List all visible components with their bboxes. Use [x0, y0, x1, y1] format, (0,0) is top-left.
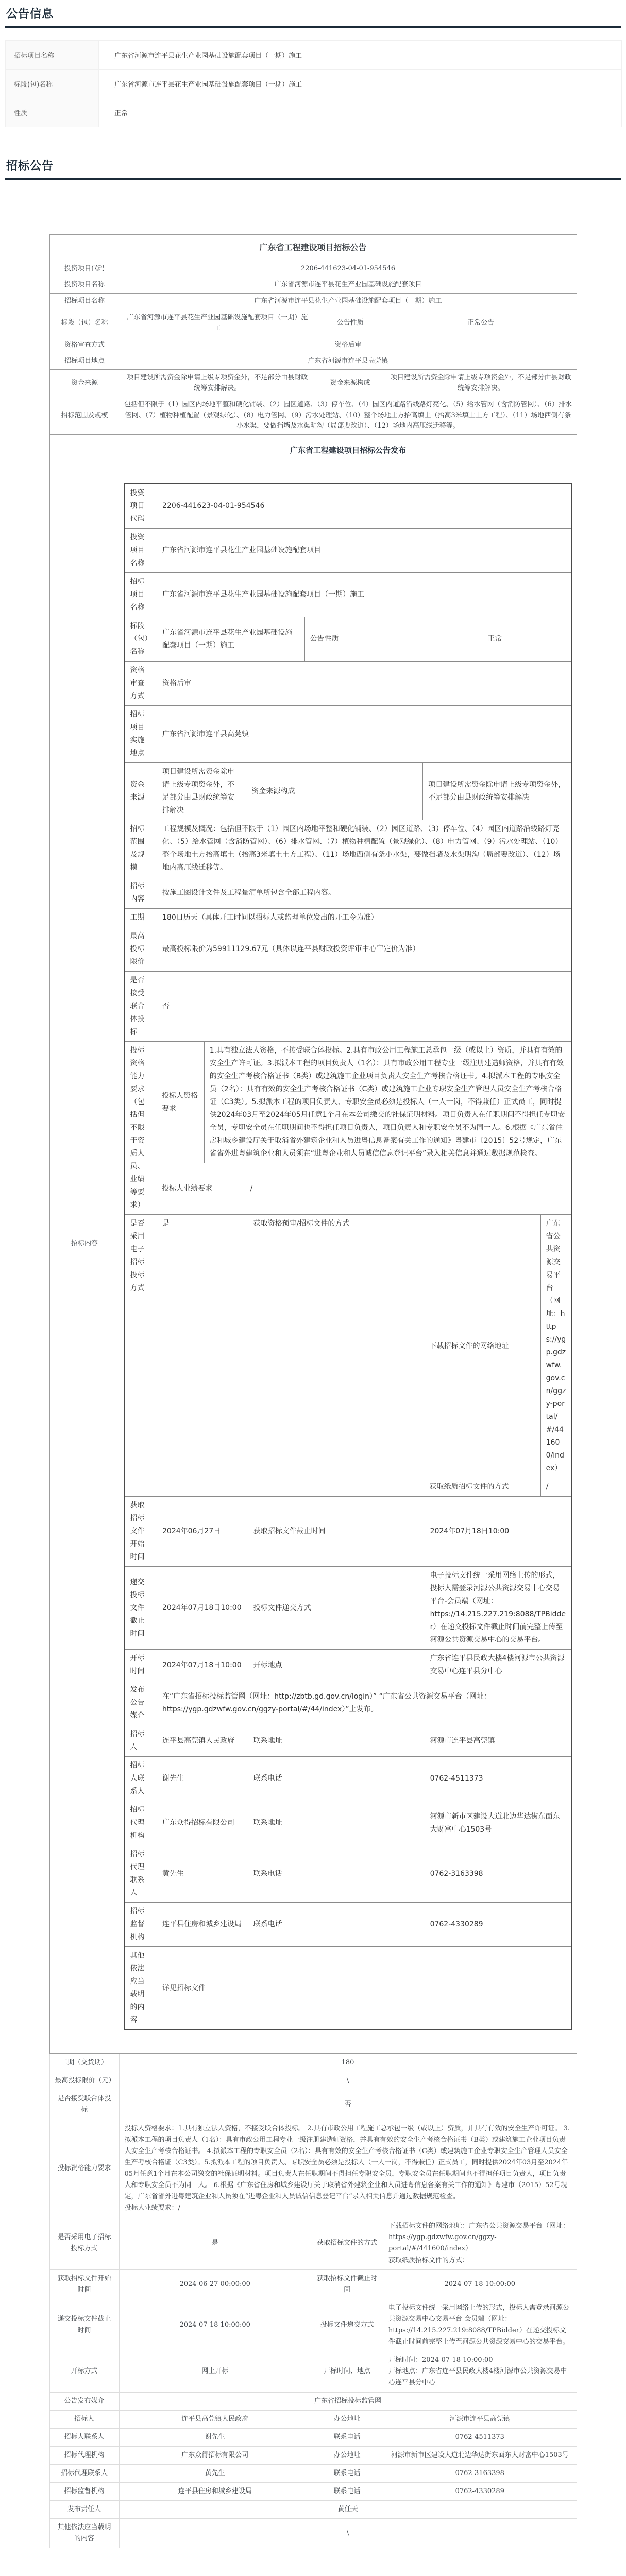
table-row: [49, 235, 577, 261]
c-value-doc-start-time: 2024-06-27 00:00:00: [119, 2269, 311, 2299]
n-value-electronic-bidding: 是: [157, 1215, 248, 1496]
c-value-doc-deadline: 2024-07-18 10:00:00: [383, 2269, 577, 2299]
table-row: [125, 1845, 571, 1902]
table-row: [125, 1946, 571, 2029]
n-value-max-price: 最高投标限价为59911129.67元（具体以连平县财政投资评审中心审定价为准）: [157, 927, 571, 971]
label-tender-name: 招标项目名称: [49, 294, 120, 310]
n-label-tenderer-contact: 招标人联系人: [130, 1761, 145, 1796]
table-row: [49, 2299, 577, 2351]
table-row: [125, 1756, 571, 1801]
c-value-agency-contact: 黄先生: [119, 2464, 311, 2482]
n-value-scope: 工程规模及概况：包括但不限于（1）园区内场地平整和硬化铺装、（2）园区道路、（3）停车位、（4）园区内道路沿线路灯亮化、（5）给水管网（含消防管网）、（6）排水管网、（7）植物种植配置（景观绿化）、（8）电力管网、（9）污水处理站、（10）整个场地土方抬高填土（抬高3米填土土方工程）、（11）场地西侧有条小水渠，要做挡墙及水渠明沟（局部要改道）、（12）场地内高压线迁移等。: [157, 820, 571, 877]
table-row: [125, 1496, 571, 1566]
tender-announcement-section: [5, 152, 621, 180]
label-project-place: 招标项目地点: [49, 353, 120, 370]
n-label-qualification-review: 资格审查方式: [130, 666, 145, 701]
table-row: [49, 2351, 577, 2392]
label-invest-code: 投资项目代码: [49, 261, 120, 277]
n-value-tender-content: 按施工图设计文件及工程量清单所包含全部工程内容。: [157, 877, 571, 908]
n-label-project-place: 招标项目实施地点: [130, 710, 145, 758]
announcement-table: [49, 234, 577, 2054]
table-row: [125, 528, 571, 572]
c-label-submit-method: 投标文件递交方式: [311, 2299, 383, 2351]
n-label-other-content: 其他依法应当载明的内容: [130, 1952, 145, 2025]
n-value-download-url: 广东省公共资源交易平台（网址：https://ygp.gdzwfw.gov.cn/ggzy-portal/#/441600/index）: [540, 1215, 571, 1478]
announcement-title: 广东省工程建设项目招标公告: [49, 235, 577, 261]
n-value-tender-name: 广东省河源市连平县花生产业园基础设施配套项目（一期）施工: [157, 573, 571, 617]
table-row: [49, 353, 577, 370]
n-value-paper-doc-method: /: [540, 1478, 571, 1496]
c-value-publisher: 黄任天: [119, 2501, 577, 2519]
n-label-submit-method: 投标文件递交方式: [248, 1567, 425, 1649]
info-table: [5, 40, 622, 127]
label-notice-nature: 公告性质: [315, 310, 385, 337]
c-label-duration: 工期（交货期）: [49, 2054, 119, 2072]
table-row: [125, 1649, 571, 1681]
value-tender-name: 广东省河源市连平县花生产业园基础设施配套项目（一期）施工: [120, 294, 577, 310]
n-value-doc-deadline: 2024年07月18日10:00: [425, 1497, 571, 1566]
table-row: [125, 661, 571, 705]
table-row: [49, 294, 577, 310]
table-row: [49, 2464, 577, 2482]
c-label-agency-contact: 招标代理联系人: [49, 2464, 119, 2482]
c-label-agency: 招标代理机构: [49, 2446, 119, 2464]
section-divider-bar: [5, 26, 621, 28]
value-scope: 包括但不限于（1）园区内场地平整和硬化铺装、（2）园区道路、（3）停车位、（4）园区内道路沿线路灯亮化、（5）给水管网（含消防管网）、（6）排水管网、（7）植物种植配置（景观绿化）、（8）电力管网、（9）污水处理站、（10）整个场地土方抬高填土（抬高3米填土土方工程）、（11）场地西侧有条小水渠，要做挡墙及水渠明沟（局部要改道）、（12）场地内高压线迁移等。: [120, 397, 577, 434]
nested-announcement-table: [124, 483, 572, 2030]
performance-text: 投标人业绩要求：/: [124, 2204, 180, 2212]
table-row: [49, 277, 577, 294]
summary-field-table: [49, 2054, 577, 2548]
c-value-electronic-bidding: 是: [119, 2217, 311, 2269]
n-label-duration: 工期: [130, 913, 145, 922]
n-value-agency-phone: 0762-3163398: [425, 1845, 571, 1902]
c-label-agency-phone: 联系电话: [311, 2464, 383, 2482]
n-value-supervisor: 连平县住房和城乡建设局: [157, 1903, 248, 1946]
table-row: [49, 2501, 577, 2519]
n-value-section-name: 广东省河源市连平县花生产业园基础设施配套项目（一期）施工: [157, 617, 304, 661]
info-label-section-name: 标段(包)名称: [6, 70, 99, 98]
c-value-agency-address: 河源市新市区建设大道北边华达街东面东大财富中心1503号: [383, 2446, 577, 2464]
table-row: [49, 2054, 577, 2072]
n-label-doc-start-time: 获取招标文件开始时间: [130, 1501, 145, 1562]
n-label-joint-bid: 是否接受联合体投标: [130, 976, 145, 1037]
c-value-open-method: 网上开标: [119, 2351, 311, 2392]
table-row: [125, 572, 571, 617]
value-section-name: 广东省河源市连平县花生产业园基础设施配套项目（一期）施工: [120, 310, 315, 337]
table-row: [49, 2217, 577, 2269]
announcement-info-section: [5, 0, 621, 28]
table-row: [6, 70, 622, 98]
n-label-agency-address: 联系地址: [248, 1801, 425, 1845]
value-project-place: 广东省河源市连平县高莞镇: [120, 353, 577, 370]
c-label-other-content: 其他依法应当载明的内容: [49, 2519, 119, 2548]
table-row: [125, 877, 571, 908]
n-label-publish-media: 发布公告媒介: [130, 1686, 145, 1720]
value-invest-code: 2206-441623-04-01-954546: [120, 261, 577, 277]
table-row: [6, 41, 622, 70]
info-label-nature: 性质: [6, 98, 99, 127]
label-section-name: 标段（包）名称: [49, 310, 120, 337]
n-label-invest-code: 投资项目代码: [130, 489, 145, 523]
table-row: [125, 971, 571, 1041]
n-value-bidder-qual-req: 1.具有独立法人资格，不接受联合体投标。2.具有市政公用工程施工总承包一级（或以上）资质，并具有有效的安全生产许可证。3.拟派本工程的项目负责人（1名）：具有市政公用工程专业一级注册建造师资格，并具有有效的安全生产考核合格证书（B类）或建筑施工企业项目负责人安全生产考核合格证书。4.拟派本工程的专职安全员（2名）：具有有效的安全生产考核合格证书（C类）或建筑施工企业专职安全生产管理人员安全生产考核合格证（C3类）。5.拟派本工程的项目负责人、专职安全员必须是投标人（一人一岗，不得兼任）正式员工，同时提供2024年03月至2024年05月任意1个月在本公司缴交的社保证明材料。项目负责人在任职期间不得担任专职安全员，专职安全员在任职期间也不得担任项目负责人，项目负责人和专职安全员不为同一人。6.根据《广东省住房和城乡建设厅关于取消省外建筑企业和人员进粤信息备案有关工作的通知》粤建市〔2015〕52号规定，广东省省外进粤建筑企业和人员须在“进粤企业和人员诚信信息登记平台”录入相关信息并通过数据规范检查。: [204, 1042, 571, 1163]
n-value-invest-name: 广东省河源市连平县花生产业园基础设施配套项目: [157, 529, 571, 572]
table-row: [49, 2519, 577, 2548]
value-invest-name: 广东省河源市连平县花生产业园基础设施配套项目: [120, 277, 577, 294]
c-label-tenderer-phone: 联系电话: [311, 2428, 383, 2446]
n-label-agency-contact: 招标代理联系人: [130, 1850, 145, 1897]
c-label-publisher: 发布责任人: [49, 2501, 119, 2519]
n-value-publish-media: 在“广东省招标投标监管网（网址：http://zbtb.gd.gov.cn/login）” “广东省公共资源交易平台（网址：https://ygp.gdzwfw.gov.cn/ggzy-portal/#/44/index）”上发布。: [157, 1681, 571, 1725]
c-value-tenderer-phone: 0762-4511373: [383, 2428, 577, 2446]
c-label-supervisor: 招标监督机构: [49, 2482, 119, 2500]
n-label-fund-composition: 资金来源构成: [246, 763, 422, 820]
table-row: [425, 1478, 571, 1496]
n-value-bidder-performance-req: /: [245, 1163, 571, 1214]
nested-announcement-title: 广东省工程建设项目招标公告发布: [290, 446, 407, 455]
n-value-notice-nature: 正常: [482, 617, 571, 661]
c-value-agency: 广东众得招标有限公司: [119, 2446, 311, 2464]
section-title-info: 公告信息: [6, 8, 54, 21]
n-value-fund-source: 项目建设所需资金除申请上级专项资金外，不足部分由县财政统筹安排解决: [157, 763, 246, 820]
n-value-agency: 广东众得招标有限公司: [157, 1801, 248, 1845]
table-row: [49, 2410, 577, 2428]
table-row: [125, 1801, 571, 1845]
download-block: [425, 1215, 571, 1496]
n-value-joint-bid: 否: [157, 972, 571, 1041]
c-label-submit-deadline: 递交投标文件截止时间: [49, 2299, 119, 2351]
table-row: [125, 820, 571, 877]
table-row: [49, 397, 577, 434]
n-value-open-time: 2024年07月18日10:00: [157, 1650, 248, 1681]
table-row: [125, 927, 571, 971]
c-label-tenderer-contact: 招标人联系人: [49, 2428, 119, 2446]
label-qualification-review: 资格审查方式: [49, 337, 120, 353]
n-label-invest-name: 投资项目名称: [130, 533, 145, 568]
table-row: [49, 337, 577, 353]
table-row: [49, 2072, 577, 2090]
c-value-office-address: 河源市连平县高莞镇: [383, 2410, 577, 2428]
n-value-tenderer-phone: 0762-4511373: [425, 1757, 571, 1801]
c-value-agency-phone: 0762-3163398: [383, 2464, 577, 2482]
table-row: [157, 1163, 571, 1214]
c-label-doc-deadline: 获取招标文件截止时间: [311, 2269, 383, 2299]
table-row: [125, 908, 571, 927]
label-scope: 招标范围及规模: [49, 397, 120, 434]
c-label-publish-media: 公告发布媒介: [49, 2392, 119, 2410]
n-label-tenderer-address: 联系地址: [248, 1725, 425, 1756]
n-label-tenderer: 招标人: [130, 1730, 145, 1752]
c-value-submit-deadline: 2024-07-18 10:00:00: [119, 2299, 311, 2351]
info-value-nature: 正常: [99, 98, 622, 127]
n-label-agency: 招标代理机构: [130, 1806, 145, 1840]
c-label-electronic-bidding: 是否采用电子招标投标方式: [49, 2217, 119, 2269]
n-label-tender-content: 招标内容: [130, 882, 145, 904]
n-value-qualification-review: 资格后审: [157, 662, 571, 705]
n-label-max-price: 最高投标限价: [130, 932, 145, 967]
n-label-tender-name: 招标项目名称: [130, 578, 145, 612]
c-label-obtain-doc-method: 获取招标文件的方式: [311, 2217, 383, 2269]
value-qualification-review: 资格后审: [120, 337, 577, 353]
download-url-text: 下载招标文件的网络地址：广东省公共资源交易平台（网址：https://ygp.gdzwfw.gov.cn/ggzy-portal/#/441600/index）: [388, 2222, 570, 2253]
n-value-tenderer-contact: 谢先生: [157, 1757, 248, 1801]
c-label-joint-bid: 是否接受联合体投标: [49, 2090, 119, 2120]
c-label-max-price: 最高投标限价（元）: [49, 2072, 119, 2090]
n-label-supervisor-phone: 联系电话: [248, 1903, 425, 1946]
label-fund-source: 资金来源: [49, 370, 120, 397]
n-label-tenderer-phone: 联系电话: [248, 1757, 425, 1801]
c-value-joint-bid: 否: [119, 2090, 577, 2120]
n-label-paper-doc-method: 获取纸质招标文件的方式: [429, 1483, 509, 1492]
table-row: [125, 705, 571, 762]
table-row: [49, 2482, 577, 2500]
c-value-tenderer-contact: 谢先生: [119, 2428, 311, 2446]
n-label-bidder-qual-req: 投标人资格要求: [162, 1091, 198, 1113]
table-row: [125, 1214, 571, 1496]
n-value-doc-start-time: 2024年06月27日: [157, 1497, 248, 1566]
c-value-supervisor-phone: 0762-4330289: [383, 2482, 577, 2500]
n-value-project-place: 广东省河源市连平县高莞镇: [157, 706, 571, 762]
value-fund-source: 项目建设所需资金除申请上级专项资金外，不足部分由县财政统筹安排解决。: [120, 370, 315, 397]
n-value-submit-method: 电子投标文件统一采用网络上传的形式，投标人需登录河源公共资源交易中心交易平台-会员端（网址：https://14.215.227.219:8088/TPBidder）在递交投标文件截止时间前完整上传至河源公共资源交易中心的交易平台。: [425, 1567, 571, 1649]
n-value-invest-code: 2206-441623-04-01-954546: [157, 484, 571, 528]
n-value-other-content: 详见招标文件: [157, 1947, 571, 2029]
c-value-open-time-place: [383, 2351, 577, 2392]
n-label-supervisor: 招标监督机构: [130, 1907, 145, 1942]
table-row: [157, 1042, 571, 1163]
table-row: [49, 261, 577, 277]
n-label-open-place: 开标地点: [248, 1650, 425, 1681]
table-row: [49, 2120, 577, 2217]
n-label-bidder-performance-req: 投标人业绩要求: [162, 1184, 213, 1193]
n-value-duration: 180日历天（具体开工时间以招标人或监理单位发出的开工令为准）: [157, 909, 571, 927]
n-value-supervisor-phone: 0762-4330289: [425, 1903, 571, 1946]
c-value-duration: 180: [119, 2054, 577, 2072]
info-value-section-name: 广东省河源市连平县花生产业园基础设施配套项目（一期）施工: [99, 70, 622, 98]
label-invest-name: 投资项目名称: [49, 277, 120, 294]
table-row: [125, 1902, 571, 1946]
table-row: [49, 2428, 577, 2446]
table-row: [425, 1215, 571, 1478]
n-label-download-url: 下载招标文件的网络地址: [429, 1342, 509, 1350]
table-row: [125, 1681, 571, 1725]
label-fund-composition: 资金来源构成: [315, 370, 385, 397]
n-value-agency-contact: 黄先生: [157, 1845, 248, 1902]
n-value-submit-deadline: 2024年07月18日10:00: [157, 1567, 248, 1649]
c-value-obtain-doc-method: [383, 2217, 577, 2269]
c-value-submit-method: 电子投标文件统一采用网络上传的形式，投标人需登录河源公共资源交易中心交易平台-会员端（网址：https://14.215.227.219:8088/TPBidder）在递交投标文件截止时间前完整上传至河源公共资源交易中心的交易平台。: [383, 2299, 577, 2351]
table-row: [125, 1566, 571, 1649]
c-value-tenderer: 连平县高莞镇人民政府: [119, 2410, 311, 2428]
n-label-fund-source: 资金来源: [130, 781, 145, 802]
n-label-submit-deadline: 递交投标文件截止时间: [130, 1578, 145, 1638]
paper-doc-text: 获取纸质招标文件的方式：: [388, 2256, 469, 2264]
c-label-doc-start-time: 获取招标文件开始时间: [49, 2269, 119, 2299]
open-time-text: 开标时间：2024-07-18 10:00:00: [388, 2356, 493, 2364]
table-row: [125, 484, 571, 528]
table-row: [125, 1725, 571, 1756]
n-value-fund-composition: 项目建设所需资金除申请上级专项资金外，不足部分由县财政统筹安排解决: [422, 763, 571, 820]
n-label-doc-deadline: 获取招标文件截止时间: [248, 1497, 425, 1566]
n-label-open-time: 开标时间: [130, 1654, 145, 1676]
n-value-agency-address: 河源市新市区建设大道北边华达街东面东大财富中心1503号: [425, 1801, 571, 1845]
tender-content-cell: [120, 435, 577, 2054]
c-label-open-method: 开标方式: [49, 2351, 119, 2392]
c-label-supervisor-phone: 联系电话: [311, 2482, 383, 2500]
table-row: [125, 762, 571, 820]
label-tender-content: 招标内容: [49, 435, 120, 2054]
value-notice-nature: 正常公告: [385, 310, 577, 337]
c-value-supervisor: 连平县住房和城乡建设局: [119, 2482, 311, 2500]
table-row: [49, 310, 577, 337]
info-label-project-name: 招标项目名称: [6, 41, 99, 70]
n-label-bidder-qualification: 投标资格能力要求（包括但不限于资质人员、业绩等要求）: [130, 1046, 145, 1210]
table-row: [49, 370, 577, 397]
n-label-electronic-bidding: 是否采用电子招标投标方式: [130, 1219, 145, 1293]
n-label-obtain-doc-method: 获取资格预审/招标文件的方式: [248, 1215, 425, 1496]
c-value-max-price: \: [119, 2072, 577, 2090]
qualification-text: 投标人资格要求：1.具有独立法人资格，不接受联合体投标。 2.具有市政公用工程施工总承包一级（或以上）资质，并具有有效的安全生产许可证。 3.拟派本工程的项目负责人（1名）：具有市政公用工程专业一级注册建造师资格，并具有有效的安全生产考核合格证书（B类）或建筑施工企业项目负责人安全生产考核合格证书。 4.拟派本工程的专职安全员（2名）：具有有效的安全生产考核合格证书（C类）或建筑施工企业专职安全生产管理人员安全生产考核合格证（C3类）。5.拟派本工程的项目负责人、专职安全员必须是投标人（一人一岗，不得兼任）正式员工，同时提供2024年03月至2024年05月任意1个月在本公司缴交的社保证明材料。项目负责人在任职期间不得担任专职安全员，专职安全员在任职期间也不得担任项目负责人，项目负责人和专职安全员不为同一人。 6.根据《广东省住房和城乡建设厅关于取消省外建筑企业和人员进粤信息备案有关工作的通知》粤建市（2015）52号规定，广东省省外进粤建筑企业和人员须在“进粤企业和人员诚信信息登记平台”录入相关信息并通过数据规范检查。: [124, 2124, 570, 2201]
c-label-agency-address: 办公地址: [311, 2446, 383, 2464]
section-title-tender: 招标公告: [6, 160, 54, 173]
open-place-text: 开标地点：广东省连平县民政大楼4楼河源市公共资源交易中心连平县分中心: [388, 2367, 567, 2387]
n-value-tenderer-address: 河源市连平县高莞镇: [425, 1725, 571, 1756]
n-label-section-name: 标段（包）名称: [130, 622, 148, 656]
table-row: [49, 435, 577, 2054]
n-value-open-place: 广东省连平县民政大楼4楼河源市公共资源交易中心连平县分中心: [425, 1650, 571, 1681]
table-row: [49, 2090, 577, 2120]
n-label-notice-nature: 公告性质: [304, 617, 482, 661]
table-row: [49, 2269, 577, 2299]
c-value-publish-media: 广东省招标投标监管网: [119, 2392, 577, 2410]
n-label-agency-phone: 联系电话: [248, 1845, 425, 1902]
info-value-project-name: 广东省河源市连平县花生产业园基础设施配套项目（一期）施工: [99, 41, 622, 70]
c-label-open-time-place: 开标时间、地点: [311, 2351, 383, 2392]
c-value-other-content: \: [119, 2519, 577, 2548]
qualification-block: [157, 1042, 571, 1214]
c-label-office-address: 办公地址: [311, 2410, 383, 2428]
table-row: [6, 98, 622, 127]
c-label-tenderer: 招标人: [49, 2410, 119, 2428]
c-label-qualification: 投标资格能力要求: [49, 2120, 119, 2217]
value-fund-composition: 项目建设所需资金除申请上级专项资金外，不足部分由县财政统筹安排解决。: [385, 370, 577, 397]
n-value-tenderer: 连平县高莞镇人民政府: [157, 1725, 248, 1756]
table-row: [49, 2446, 577, 2464]
c-value-qualification: [119, 2120, 577, 2217]
table-row: [125, 617, 571, 661]
table-row: [49, 2392, 577, 2410]
table-row: [125, 1041, 571, 1214]
n-label-scope: 招标范围及规模: [130, 825, 145, 872]
